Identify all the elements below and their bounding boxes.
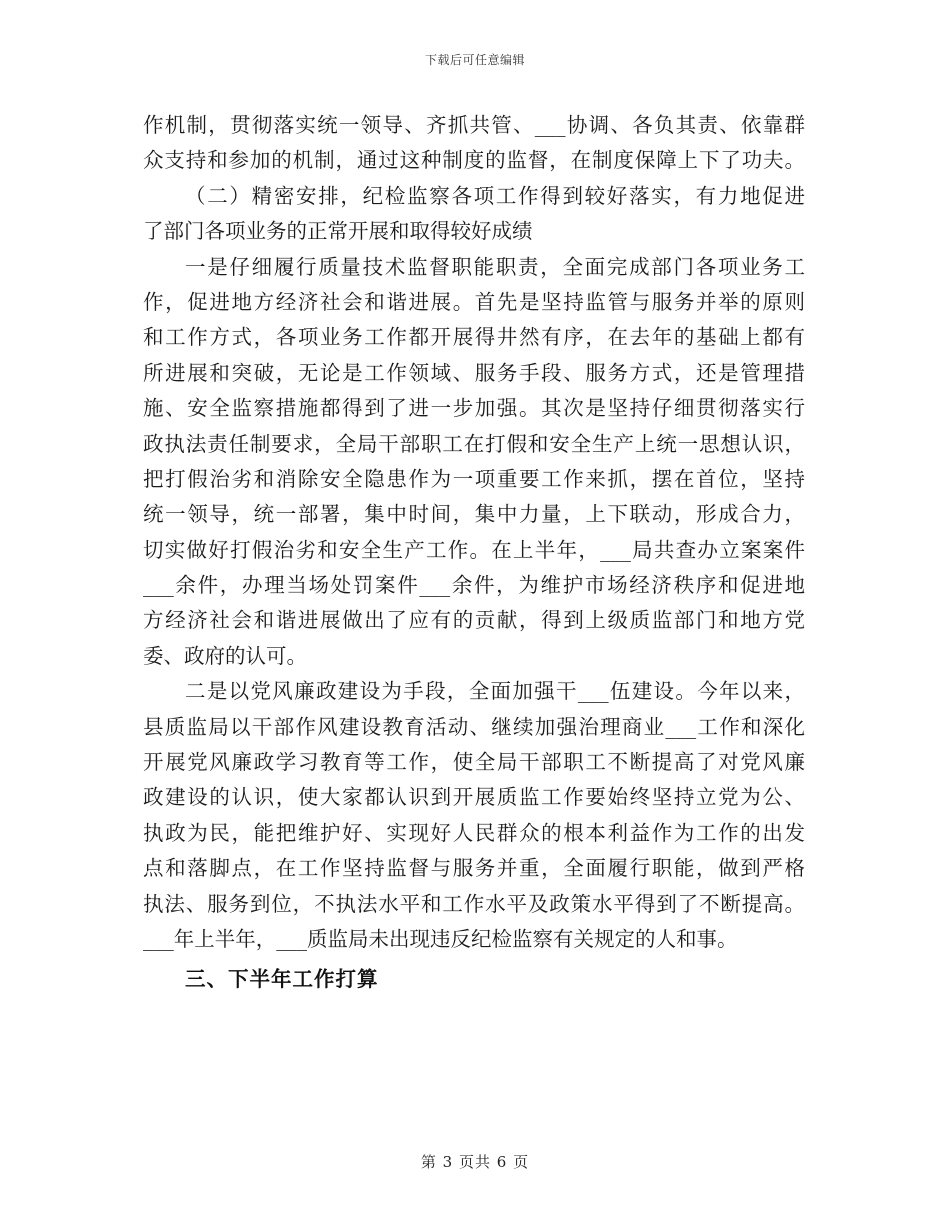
page-header: 下载后可任意编辑: [424, 53, 525, 67]
paragraph-line: 统一领导，统一部署，集中时间，集中力量，上下联动，形成合力，: [143, 502, 805, 527]
paragraph-line: 方经济社会和谐进展做出了应有的贡献，得到上级质监部门和地方党: [143, 608, 805, 633]
paragraph-line: 作，促进地方经济社会和谐进展。首先是坚持监管与服务并举的原则: [143, 289, 805, 314]
paragraph-line: 把打假治劣和消除安全隐患作为一项重要工作来抓，摆在首位，坚持: [143, 466, 805, 491]
paragraph-line: 执法、服务到位，不执法水平和工作水平及政策水平得到了不断提高。: [143, 891, 805, 916]
paragraph-line: 切实做好打假治劣和安全生产工作。在上半年，___局共查办立案案件: [143, 537, 805, 562]
paragraph-line: 所进展和突破，无论是工作领域、服务手段、服务方式，还是管理措: [143, 360, 805, 385]
document-body: [143, 108, 805, 1001]
paragraph-line: 委、政府的认可。: [143, 643, 307, 668]
paragraph-line: 点和落脚点，在工作坚持监督与服务并重，全面履行职能，做到严格: [143, 856, 805, 881]
paragraph-line: 开展党风廉政学习教育等工作，使全局干部职工不断提高了对党风廉: [143, 750, 805, 775]
paragraph-line: 二是以党风廉政建设为手段，全面加强干___伍建设。今年以来，: [185, 679, 805, 704]
paragraph-line: 众支持和参加的机制，通过这种制度的监督，在制度保障上下了功夫。: [143, 148, 805, 173]
paragraph-line: ___余件，办理当场处罚案件___余件，为维护市场经济秩序和促进地: [143, 573, 805, 598]
paragraph-line: 政执法责任制要求，全局干部职工在打假和安全生产上统一思想认识，: [143, 431, 805, 456]
paragraph-line: 政建设的认识，使大家都认识到开展质监工作要始终坚持立党为公、: [143, 785, 805, 810]
subsection-heading-line: 了部门各项业务的正常开展和取得较好成绩: [143, 219, 533, 244]
paragraph-line: 施、安全监察措施都得到了进一步加强。其次是坚持仔细贯彻落实行: [143, 396, 805, 421]
page-number-footer: 第 3 页共 6 页: [420, 1153, 530, 1171]
paragraph-line: 和工作方式，各项业务工作都开展得井然有序，在去年的基础上都有: [143, 325, 805, 350]
paragraph-line: 一是仔细履行质量技术监督职能职责，全面完成部门各项业务工: [185, 254, 805, 279]
paragraph-line: ___年上半年，___质监局未出现违反纪检监察有关规定的人和事。: [143, 926, 738, 951]
paragraph-line: 执政为民，能把维护好、实现好人民群众的根本利益作为工作的出发: [143, 820, 805, 845]
section-heading: 三、下半年工作打算: [185, 967, 379, 992]
paragraph-line: 县质监局以干部作风建设教育活动、继续加强治理商业___工作和深化: [143, 714, 805, 739]
paragraph-line: 作机制，贯彻落实统一领导、齐抓共管、___协调、各负其责、依靠群: [143, 113, 805, 137]
subsection-heading-line: （二）精密安排，纪检监察各项工作得到较好落实，有力地促进: [185, 183, 805, 208]
